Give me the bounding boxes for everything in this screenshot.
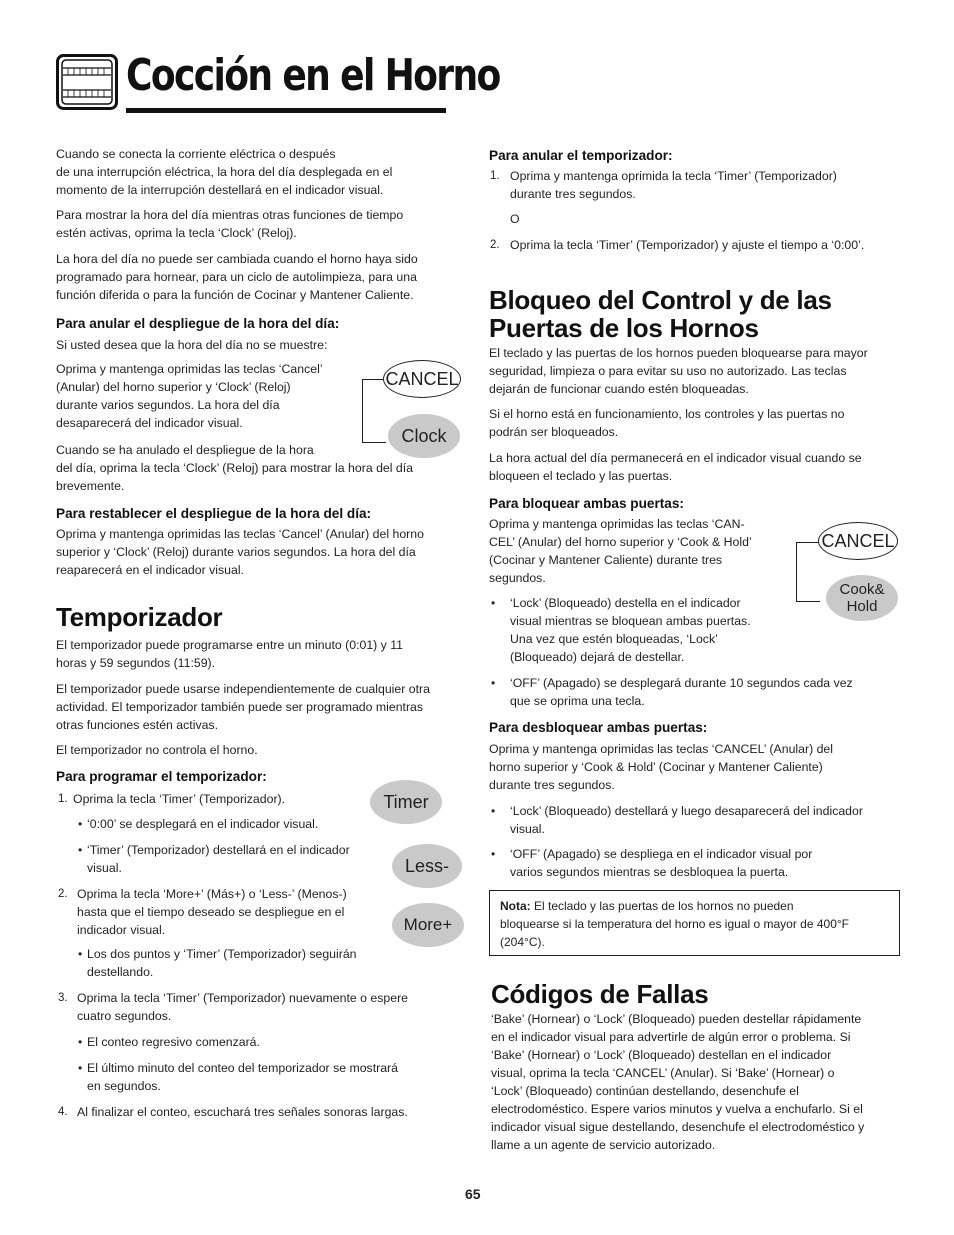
bloquear-line-1: Oprima y mantenga oprimidas las teclas ‘CAN- bbox=[489, 517, 745, 531]
bullet: • bbox=[78, 817, 83, 831]
page-title: Cocción en el Horno bbox=[126, 50, 500, 101]
desbloquear-bullet-1b: visual. bbox=[510, 822, 545, 836]
anular-line-1: Si usted desea que la hora del día no se muestre: bbox=[56, 338, 328, 352]
step-1-text: Oprima la tecla ‘Timer’ (Temporizador). bbox=[73, 792, 286, 806]
note-line-2: bloquearse si la temperatura del horno es igual o mayor de 400°F bbox=[500, 917, 850, 931]
step-3-line-a: Oprima la tecla ‘Timer’ (Temporizador) nuevamente o espere bbox=[77, 991, 409, 1005]
codigos-line-8: llame a un agente de servicio autorizado. bbox=[491, 1138, 716, 1152]
restablecer-line-1: Oprima y mantenga oprimidas las teclas ‘Cancel’ (Anular) del horno bbox=[56, 527, 424, 541]
bullet: • bbox=[78, 947, 83, 961]
step-3-line-b: cuatro segundos. bbox=[77, 1009, 172, 1023]
step-1-bullet-2a: ‘Timer’ (Temporizador) destellará en el indicador bbox=[87, 843, 350, 857]
bloquear-bullet-1a: ‘Lock’ (Bloqueado) destella en el indicador bbox=[510, 596, 741, 610]
temp-line-2c: otras funciones estén activas. bbox=[56, 718, 218, 732]
bloquear-bullet-1d: (Bloqueado) dejará de destellar. bbox=[510, 650, 685, 664]
intro-line-2: de una interrupción eléctrica, la hora del día desplegada en el bbox=[56, 165, 393, 179]
anular-line-2d: desaparecerá del indicador visual. bbox=[56, 416, 243, 430]
anular-line-2c: durante varios segundos. La hora del día bbox=[56, 398, 280, 412]
codigos-line-2: en el indicador visual para advertirle de algún error o problema. Si bbox=[491, 1030, 851, 1044]
step-2-line-b: hasta que el tiempo deseado se despliegue en el bbox=[77, 905, 345, 919]
anular-line-3b: del día, oprima la tecla ‘Clock’ (Reloj) para mostrar la hora del día bbox=[56, 461, 413, 475]
bloquear-line-2: CEL’ (Anular) del horno superior y ‘Cook & Hold’ bbox=[489, 535, 752, 549]
bloquear-bullet-2b: que se oprima una tecla. bbox=[510, 694, 645, 708]
page-number: 65 bbox=[465, 1186, 481, 1202]
step-2-line-c: indicador visual. bbox=[77, 923, 166, 937]
anular-step-2: Oprima la tecla ‘Timer’ (Temporizador) y ajuste el tiempo a ‘0:00’. bbox=[510, 238, 865, 252]
temp-line-2b: actividad. El temporizador también puede ser programado mientras bbox=[56, 700, 424, 714]
anular-line-2a: Oprima y mantenga oprimidas las teclas ‘Cancel’ bbox=[56, 362, 323, 376]
step-3-bullet-2b: en segundos. bbox=[87, 1079, 161, 1093]
desbloquear-bullet-1a: ‘Lock’ (Bloqueado) destellará y luego desaparecerá del indicador bbox=[510, 804, 863, 818]
temp-line-2a: El temporizador puede usarse independientemente de cualquier otra bbox=[56, 682, 430, 696]
bloqueo-p1b: seguridad, limpieza o para evitar su uso no autorizado. Las teclas bbox=[489, 364, 847, 378]
step-4-number: 4. bbox=[58, 1106, 68, 1118]
bullet: • bbox=[491, 676, 496, 690]
heading-programar: Para programar el temporizador: bbox=[56, 769, 267, 784]
cook-hold-key bbox=[826, 575, 898, 621]
restablecer-line-2: superior y ‘Clock’ (Reloj) durante varios segundos. La hora del día bbox=[56, 545, 416, 559]
paragraph-3c: función diferida o para la función de Cocinar y Mantener Caliente. bbox=[56, 288, 414, 302]
title-underline bbox=[126, 108, 446, 113]
paragraph-3a: La hora del día no puede ser cambiada cuando el horno haya sido bbox=[56, 252, 418, 266]
note-box bbox=[489, 890, 900, 956]
anular-step-1-number: 1. bbox=[490, 170, 500, 182]
step-2-bullet-1a: Los dos puntos y ‘Timer’ (Temporizador) seguirán bbox=[87, 947, 357, 961]
anular-step-2-number: 2. bbox=[490, 239, 500, 251]
cancel-cookhold-bracket bbox=[796, 542, 820, 602]
step-2-number: 2. bbox=[58, 888, 68, 900]
codigos-line-6: electrodoméstico. Espere varios minutos y vuelva a enchufarlo. Si el bbox=[491, 1102, 863, 1116]
step-3-number: 3. bbox=[58, 992, 68, 1004]
bullet: • bbox=[491, 847, 496, 861]
bullet: • bbox=[491, 804, 496, 818]
bloqueo-p1c: dejarán de funcionar cuando estén bloqueadas. bbox=[489, 382, 749, 396]
desbloquear-bullet-2a: ‘OFF’ (Apagado) se despliega en el indicador visual por bbox=[510, 847, 813, 861]
restablecer-line-3: reaparecerá en el indicador visual. bbox=[56, 563, 244, 577]
bloqueo-p2b: podrán ser bloqueados. bbox=[489, 425, 619, 439]
heading-bloqueo-line-1: Bloqueo del Control y de las bbox=[489, 285, 832, 315]
codigos-line-4: visual, oprima la tecla ‘CANCEL’ (Anular). Si ‘Bake’ (Hornear) o bbox=[491, 1066, 835, 1080]
paragraph-2b: estén activas, oprima la tecla ‘Clock’ (Reloj). bbox=[56, 226, 297, 240]
bullet: • bbox=[78, 1061, 83, 1075]
temp-line-1a: El temporizador puede programarse entre un minuto (0:01) y 11 bbox=[56, 638, 404, 652]
cook-hold-key-line-2: Hold bbox=[846, 598, 878, 615]
page-header bbox=[56, 50, 500, 122]
step-3-bullet-1: El conteo regresivo comenzará. bbox=[87, 1035, 260, 1049]
cancel-clock-bracket bbox=[362, 379, 386, 443]
paragraph-2a: Para mostrar la hora del día mientras otras funciones de tiempo bbox=[56, 208, 404, 222]
anular-line-3a: Cuando se ha anulado el despliegue de la hora bbox=[56, 443, 314, 457]
step-4-text: Al finalizar el conteo, escuchará tres señales sonoras largas. bbox=[77, 1105, 408, 1119]
intro-line-1: Cuando se conecta la corriente eléctrica o después bbox=[56, 147, 336, 161]
temp-line-1b: horas y 59 segundos (11:59). bbox=[56, 656, 216, 670]
bloquear-line-4: segundos. bbox=[489, 571, 546, 585]
less-key: Less- bbox=[392, 844, 462, 888]
bullet: • bbox=[78, 1035, 83, 1049]
oven-icon bbox=[56, 54, 118, 110]
anular-step-1b: durante tres segundos. bbox=[510, 187, 636, 201]
bloqueo-p3b: bloqueen el teclado y las puertas. bbox=[489, 469, 673, 483]
heading-anular-temporizador: Para anular el temporizador: bbox=[489, 148, 673, 163]
bloquear-bullet-1b: visual mientras se bloquean ambas puertas. bbox=[510, 614, 751, 628]
cook-hold-key-line-1: Cook& bbox=[839, 581, 885, 598]
cancel-key: CANCEL bbox=[383, 360, 461, 398]
bloqueo-p2a: Si el horno está en funcionamiento, los controles y las puertas no bbox=[489, 407, 845, 421]
bloquear-bullet-1c: Una vez que estén bloqueadas, ‘Lock’ bbox=[510, 632, 718, 646]
heading-bloqueo-line-2: Puertas de los Hornos bbox=[489, 313, 759, 343]
step-2-line-a: Oprima la tecla ‘More+’ (Más+) o ‘Less-’ (Menos-) bbox=[77, 887, 347, 901]
note-line-1 bbox=[500, 897, 794, 915]
step-3-bullet-2a: El último minuto del conteo del temporizador se mostrará bbox=[87, 1061, 398, 1075]
more-key: More+ bbox=[392, 903, 464, 947]
step-1-number: 1. bbox=[58, 793, 68, 805]
anular-line-3c: brevemente. bbox=[56, 479, 125, 493]
step-1-bullet-2b: visual. bbox=[87, 861, 122, 875]
desbloquear-line-3: durante tres segundos. bbox=[489, 778, 615, 792]
anular-line-2b: (Anular) del horno superior y ‘Clock’ (Reloj) bbox=[56, 380, 291, 394]
note-label: Nota: bbox=[500, 899, 531, 913]
desbloquear-bullet-2b: varios segundos mientras se desbloquea la puerta. bbox=[510, 865, 789, 879]
bullet: • bbox=[78, 843, 83, 857]
step-1-bullet-1: ‘0:00’ se desplegará en el indicador visual. bbox=[87, 817, 319, 831]
note-line-1-text: El teclado y las puertas de los hornos no pueden bbox=[530, 899, 794, 913]
paragraph-3b: programado para hornear, para un ciclo de autolimpieza, para una bbox=[56, 270, 417, 284]
cancel-key-2: CANCEL bbox=[818, 522, 898, 560]
heading-restablecer: Para restablecer el despliegue de la hora del día: bbox=[56, 506, 372, 521]
desbloquear-line-2: horno superior y ‘Cook & Hold’ (Cocinar y Mantener Caliente) bbox=[489, 760, 823, 774]
anular-step-1a: Oprima y mantenga oprimida la tecla ‘Timer’ (Temporizador) bbox=[510, 169, 837, 183]
heading-bloquear: Para bloquear ambas puertas: bbox=[489, 496, 684, 511]
heading-desbloquear: Para desbloquear ambas puertas: bbox=[489, 720, 708, 735]
anular-or: O bbox=[510, 212, 520, 226]
bloquear-bullet-2a: ‘OFF’ (Apagado) se desplegará durante 10 segundos cada vez bbox=[510, 676, 853, 690]
timer-key: Timer bbox=[370, 780, 442, 824]
bloqueo-p1a: El teclado y las puertas de los hornos pueden bloquearse para mayor bbox=[489, 346, 868, 360]
codigos-line-7: indicador visual sigue destellando, desenchufe el electrodoméstico y bbox=[491, 1120, 865, 1134]
note-line-3: (204°C). bbox=[500, 935, 545, 949]
step-2-bullet-1b: destellando. bbox=[87, 965, 154, 979]
codigos-line-3: ‘Bake’ (Hornear) o ‘Lock’ (Bloqueado) destellan en el indicador bbox=[491, 1048, 832, 1062]
heading-temporizador: Temporizador bbox=[56, 602, 223, 632]
clock-key: Clock bbox=[388, 414, 460, 458]
intro-line-3: momento de la interrupción destellará en el indicador visual. bbox=[56, 183, 384, 197]
bullet: • bbox=[491, 596, 496, 610]
heading-anular-hora: Para anular el despliegue de la hora del día: bbox=[56, 316, 340, 331]
codigos-line-1: ‘Bake’ (Hornear) o ‘Lock’ (Bloqueado) pueden destellar rápidamente bbox=[491, 1012, 862, 1026]
bloqueo-p3a: La hora actual del día permanecerá en el indicador visual cuando se bbox=[489, 451, 862, 465]
desbloquear-line-1: Oprima y mantenga oprimidas las teclas ‘CANCEL’ (Anular) del bbox=[489, 742, 833, 756]
temp-line-3: El temporizador no controla el horno. bbox=[56, 743, 258, 757]
bloquear-line-3: (Cocinar y Mantener Caliente) durante tres bbox=[489, 553, 723, 567]
heading-codigos-fallas: Códigos de Fallas bbox=[491, 979, 709, 1009]
codigos-line-5: ‘Lock’ (Bloqueado) continúan destellando, desenchufe el bbox=[491, 1084, 799, 1098]
